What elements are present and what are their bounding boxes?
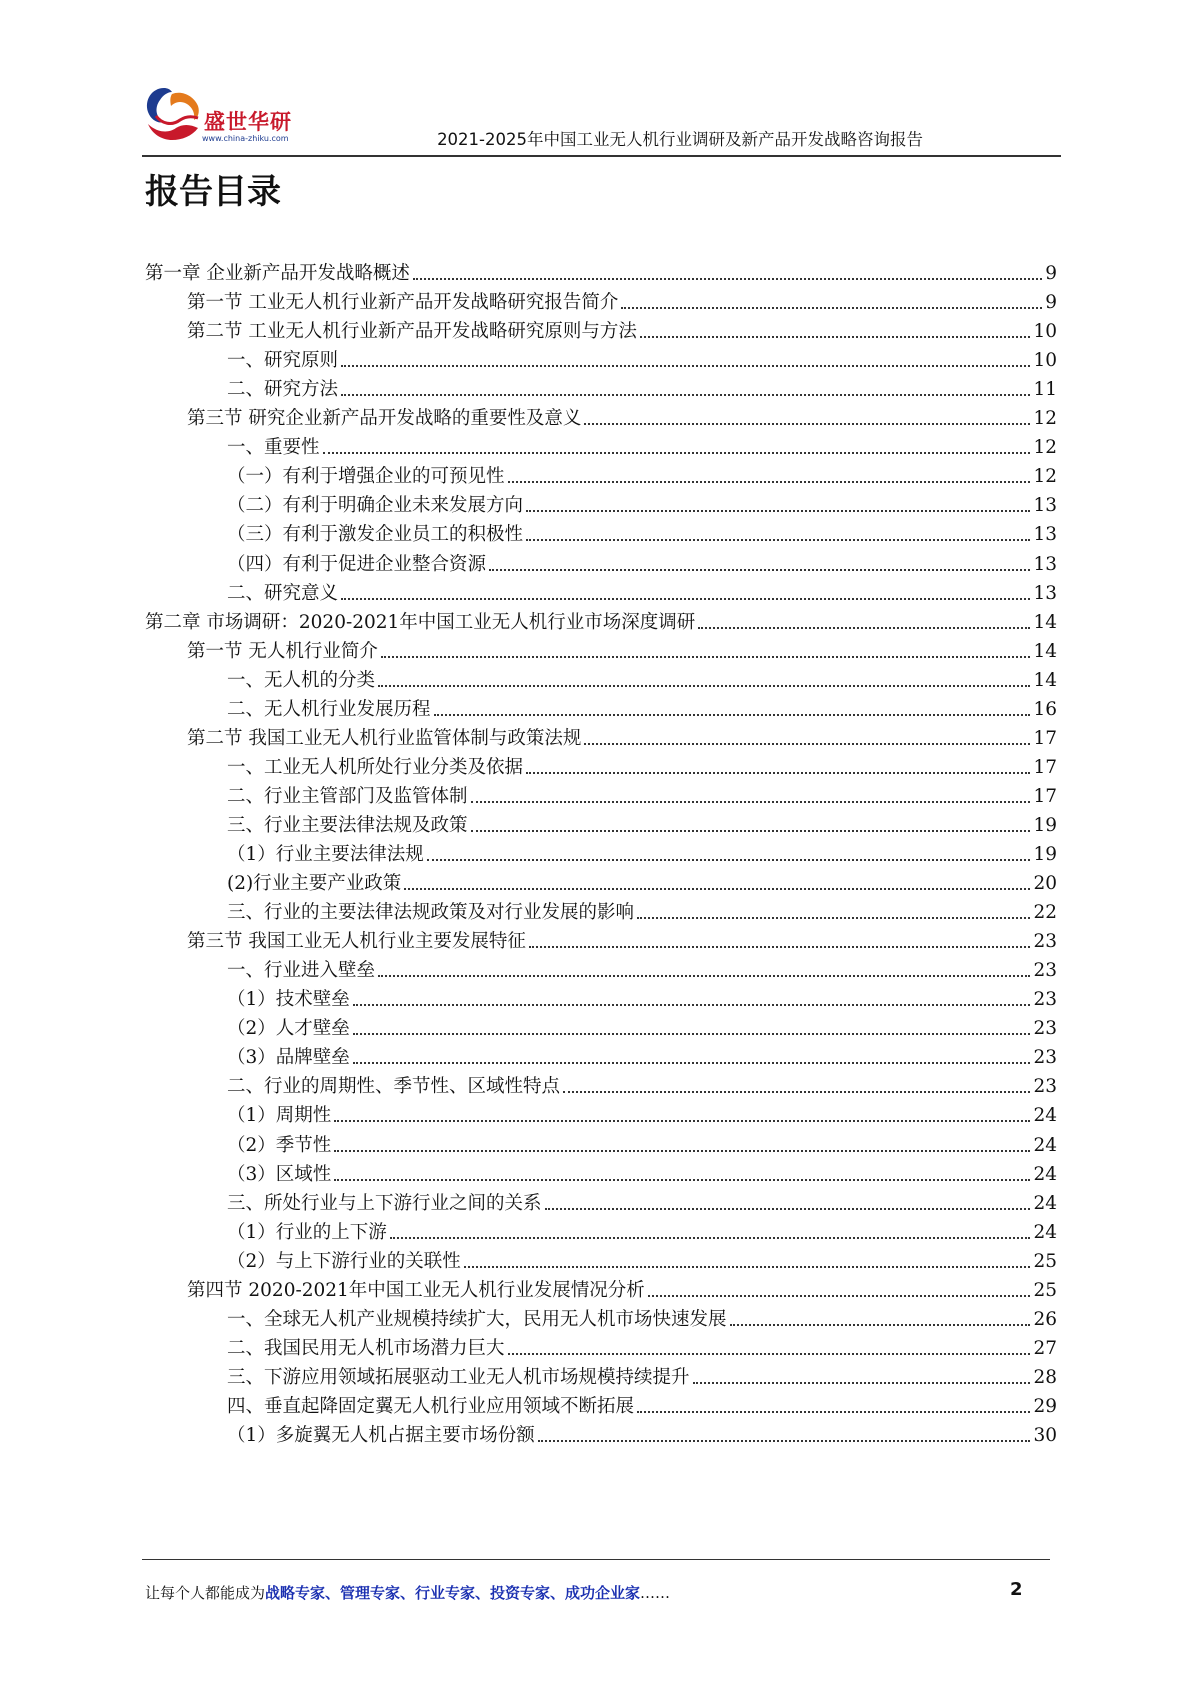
toc-entry-page: 14: [1033, 669, 1057, 691]
toc-entry-page: 9: [1045, 263, 1057, 284]
toc-leader-dots: [584, 742, 1030, 745]
toc-leader-dots: [538, 1439, 1031, 1442]
page-number: 2: [1010, 1579, 1023, 1600]
toc-entry-title: 二、研究意义: [227, 582, 339, 604]
toc-leader-dots: [353, 1032, 1031, 1035]
footer-slogan-highlight: 战略专家、管理专家、行业专家、投资专家、成功企业家: [265, 1584, 641, 1602]
toc-entry[interactable]: [227, 1039, 1057, 1069]
toc-entry-page: 24: [1033, 1192, 1057, 1214]
toc-entry-title: （1）行业主要法律法规: [227, 844, 424, 865]
toc-leader-dots: [508, 480, 1031, 483]
toc-entry-page: 16: [1033, 698, 1057, 720]
toc-leader-dots: [390, 1236, 1031, 1239]
toc-entry[interactable]: [227, 807, 1057, 837]
page-title: 报告目录: [145, 172, 281, 212]
toc-entry-page: 23: [1033, 989, 1057, 1011]
toc-leader-dots: [526, 771, 1030, 774]
toc-entry[interactable]: [227, 952, 1057, 982]
toc-leader-dots: [471, 829, 1031, 832]
toc-entry[interactable]: [227, 1068, 1057, 1098]
toc-entry-page: 13: [1033, 524, 1057, 546]
footer-slogan-prefix: 让每个人都能成为: [145, 1584, 266, 1602]
toc-entry-title: （3）品牌壁垒: [227, 1047, 350, 1069]
toc-entry-title: 一、工业无人机所处行业分类及依据: [227, 756, 524, 778]
toc-leader-dots: [413, 277, 1042, 280]
toc-entry-title: （2）与上下游行业的关联性: [227, 1250, 461, 1272]
toc-entry-page: 13: [1033, 553, 1057, 575]
toc-entry-title: （1）周期性: [227, 1105, 332, 1127]
toc-entry-page: 14: [1033, 611, 1057, 633]
toc-entry[interactable]: [227, 836, 1057, 866]
toc-leader-dots: [730, 1323, 1031, 1326]
toc-entry-page: 11: [1033, 379, 1057, 401]
toc-entry-page: 9: [1045, 292, 1057, 314]
toc-entry-title: （1）多旋翼无人机占据主要市场份额: [227, 1425, 535, 1446]
toc-entry[interactable]: [227, 342, 1057, 372]
toc-entry[interactable]: [227, 546, 1057, 576]
toc-leader-dots: [637, 916, 1030, 919]
company-logo: [142, 84, 312, 150]
toc-leader-dots: [334, 1149, 1030, 1152]
toc-entry-page: 27: [1033, 1337, 1057, 1359]
toc-entry-title: 三、行业的主要法律法规政策及对行业发展的影响: [227, 902, 635, 924]
toc-leader-dots: [378, 684, 1030, 687]
toc-entry[interactable]: [187, 284, 1057, 314]
toc-leader-dots: [353, 1003, 1031, 1006]
toc-entry[interactable]: [227, 981, 1057, 1011]
toc-leader-dots: [698, 626, 1030, 629]
toc-leader-dots: [508, 1352, 1031, 1355]
toc-entry-page: 20: [1033, 873, 1057, 895]
toc-entry-title: 一、行业进入壁垒: [227, 960, 376, 982]
toc-leader-dots: [471, 800, 1031, 803]
toc-entry-title: 四、垂直起降固定翼无人机行业应用领域不断拓展: [227, 1395, 635, 1417]
toc-entry-page: 26: [1033, 1308, 1057, 1330]
toc-leader-dots: [526, 509, 1030, 512]
toc-leader-dots: [378, 974, 1030, 977]
toc-entry[interactable]: [227, 894, 1057, 924]
toc-entry-page: 23: [1033, 1047, 1057, 1069]
toc-entry-title: （四）有利于促进企业整合资源: [227, 553, 487, 575]
toc-entry[interactable]: [227, 1243, 1057, 1273]
footer-divider: [142, 1559, 1050, 1560]
toc-entry-page: 25: [1033, 1279, 1057, 1301]
toc-entry[interactable]: [227, 1214, 1057, 1244]
toc-leader-dots: [648, 1294, 1031, 1297]
logo-url: www.china-zhiku.com: [202, 134, 289, 143]
toc-entry-title: （1）行业的上下游: [227, 1221, 387, 1243]
toc-entry-title: 二、无人机行业发展历程: [227, 698, 431, 720]
toc-entry-title: 第一章 企业新产品开发战略概述: [145, 263, 410, 284]
toc-entry-title: 第一节 工业无人机行业新产品开发战略研究报告简介: [187, 292, 619, 314]
logo-emblem-icon: [142, 84, 204, 146]
toc-entry[interactable]: [227, 575, 1057, 605]
toc-entry-page: 24: [1033, 1221, 1057, 1243]
toc-entry[interactable]: [227, 371, 1057, 401]
toc-entry-page: 12: [1033, 437, 1057, 459]
toc-entry-page: 23: [1033, 960, 1057, 982]
toc-entry-title: 二、行业主管部门及监管体制: [227, 785, 468, 807]
toc-entry-page: 17: [1033, 756, 1057, 778]
toc-entry-page: 24: [1033, 1105, 1057, 1127]
toc-entry-title: 三、下游应用领域拓展驱动工业无人机市场规模持续提升: [227, 1366, 690, 1388]
report-title: 2021-2025年中国工业无人机行业调研及新产品开发战略咨询报告: [437, 130, 923, 149]
toc-entry-page: 17: [1033, 727, 1057, 749]
toc-leader-dots: [584, 422, 1030, 425]
toc-entry[interactable]: [227, 749, 1057, 779]
toc-entry-page: 10: [1033, 350, 1057, 372]
toc-leader-dots: [640, 335, 1031, 338]
toc-entry[interactable]: [145, 604, 1057, 634]
toc-entry[interactable]: [227, 1301, 1057, 1331]
toc-entry-title: （三）有利于激发企业员工的积极性: [227, 524, 524, 546]
toc-entry-title: 三、行业主要法律法规及政策: [227, 814, 468, 836]
toc-entry-title: 二、行业的周期性、季节性、区域性特点: [227, 1076, 561, 1098]
toc-entry-page: 13: [1033, 582, 1057, 604]
footer-slogan-suffix: ……: [640, 1584, 671, 1602]
toc-leader-dots: [334, 1178, 1030, 1181]
toc-leader-dots: [404, 887, 1030, 890]
toc-entry[interactable]: [227, 429, 1057, 459]
logo-name: 盛世华研: [204, 110, 292, 134]
toc-entry[interactable]: [227, 1388, 1057, 1418]
toc-leader-dots: [334, 1119, 1030, 1122]
toc-leader-dots: [341, 597, 1030, 600]
toc-entry[interactable]: [187, 633, 1057, 663]
toc-leader-dots: [434, 713, 1031, 716]
toc-entry[interactable]: [227, 1127, 1057, 1157]
toc-entry[interactable]: [187, 400, 1057, 430]
toc-entry-title: （2）季节性: [227, 1134, 332, 1156]
footer-slogan: [145, 1582, 670, 1603]
toc-entry-title: 第一节 无人机行业简介: [187, 640, 378, 662]
toc-entry[interactable]: [227, 865, 1057, 895]
toc-leader-dots: [545, 1207, 1031, 1210]
toc-leader-dots: [464, 1265, 1031, 1268]
toc-entry-page: 29: [1033, 1395, 1057, 1417]
toc-entry-page: 12: [1033, 408, 1057, 430]
toc-entry-page: 24: [1033, 1134, 1057, 1156]
toc-entry[interactable]: [227, 1010, 1057, 1040]
toc-leader-dots: [323, 451, 1031, 454]
toc-entry-title: 三、所处行业与上下游行业之间的关系: [227, 1192, 542, 1214]
toc-entry-title: 第二节 我国工业无人机行业监管体制与政策法规: [187, 727, 582, 749]
toc-leader-dots: [637, 1410, 1030, 1413]
toc-entry[interactable]: [227, 516, 1057, 546]
toc-entry[interactable]: [227, 458, 1057, 488]
toc-entry-page: 14: [1033, 640, 1057, 662]
toc-leader-dots: [381, 655, 1031, 658]
toc-entry-title: （一）有利于增强企业的可预见性: [227, 466, 505, 488]
toc-entry[interactable]: [227, 487, 1057, 517]
toc-entry[interactable]: [145, 255, 1057, 285]
toc-leader-dots: [353, 1061, 1031, 1064]
toc-entry[interactable]: [227, 1417, 1057, 1447]
toc-entry-page: 25: [1033, 1250, 1057, 1272]
toc-leader-dots: [563, 1090, 1030, 1093]
toc-entry-title: 第二节 工业无人机行业新产品开发战略研究原则与方法: [187, 321, 637, 343]
toc-entry[interactable]: [227, 1330, 1057, 1360]
toc-entry-page: 19: [1033, 844, 1057, 865]
toc-entry[interactable]: [227, 662, 1057, 692]
toc-leader-dots: [427, 858, 1031, 861]
toc-leader-dots: [489, 568, 1030, 571]
toc-entry-page: 28: [1033, 1366, 1057, 1388]
toc-leader-dots: [341, 364, 1030, 367]
toc-entry-title: （二）有利于明确企业未来发展方向: [227, 495, 524, 517]
toc-entry[interactable]: [187, 923, 1057, 953]
toc-entry-page: 13: [1033, 495, 1057, 517]
toc-entry-title: 第三节 我国工业无人机行业主要发展特征: [187, 931, 526, 953]
toc-entry[interactable]: [187, 313, 1057, 343]
toc-leader-dots: [341, 393, 1030, 396]
toc-entry-title: （1）技术壁垒: [227, 989, 350, 1011]
toc-entry[interactable]: [187, 720, 1057, 750]
toc-entry[interactable]: [227, 778, 1057, 808]
toc-entry[interactable]: [227, 1359, 1057, 1389]
toc-entry[interactable]: [227, 1097, 1057, 1127]
toc-entry-title: 二、我国民用无人机市场潜力巨大: [227, 1337, 505, 1359]
toc-entry[interactable]: [227, 1156, 1057, 1186]
toc-entry-title: 一、无人机的分类: [227, 669, 376, 691]
toc-entry-page: 10: [1033, 321, 1057, 343]
toc-entry-page: 23: [1033, 931, 1057, 953]
toc-entry[interactable]: [227, 691, 1057, 721]
toc-entry[interactable]: [187, 1272, 1057, 1302]
toc-entry-title: 一、全球无人机产业规模持续扩大，民用无人机市场快速发展: [227, 1308, 727, 1330]
toc-entry-page: 23: [1033, 1018, 1057, 1040]
toc-entry-title: (2)行业主要产业政策: [227, 873, 402, 895]
toc-entry-title: （2）人才壁垒: [227, 1018, 350, 1040]
toc-entry-page: 19: [1033, 814, 1057, 836]
toc-entry-title: 一、研究原则: [227, 350, 339, 372]
toc-entry[interactable]: [227, 1185, 1057, 1215]
toc-entry-title: 二、研究方法: [227, 379, 339, 401]
toc-leader-dots: [526, 538, 1030, 541]
toc-entry-page: 23: [1033, 1076, 1057, 1098]
toc-entry-page: 24: [1033, 1163, 1057, 1185]
toc-entry-title: 第二章 市场调研：2020-2021年中国工业无人机行业市场深度调研: [145, 611, 696, 633]
toc-entry-title: 一、重要性: [227, 437, 320, 459]
toc-entry-page: 22: [1033, 902, 1057, 924]
toc-entry-title: （3）区域性: [227, 1163, 332, 1185]
toc-entry-title: 第四节 2020-2021年中国工业无人机行业发展情况分析: [187, 1279, 645, 1301]
header-divider: [142, 155, 1061, 157]
toc-entry-page: 12: [1033, 466, 1057, 488]
toc-entry-page: 17: [1033, 785, 1057, 807]
toc-leader-dots: [529, 945, 1031, 948]
toc-leader-dots: [693, 1381, 1031, 1384]
toc-leader-dots: [621, 306, 1042, 309]
toc-entry-title: 第三节 研究企业新产品开发战略的重要性及意义: [187, 408, 582, 430]
toc-entry-page: 30: [1033, 1425, 1057, 1446]
